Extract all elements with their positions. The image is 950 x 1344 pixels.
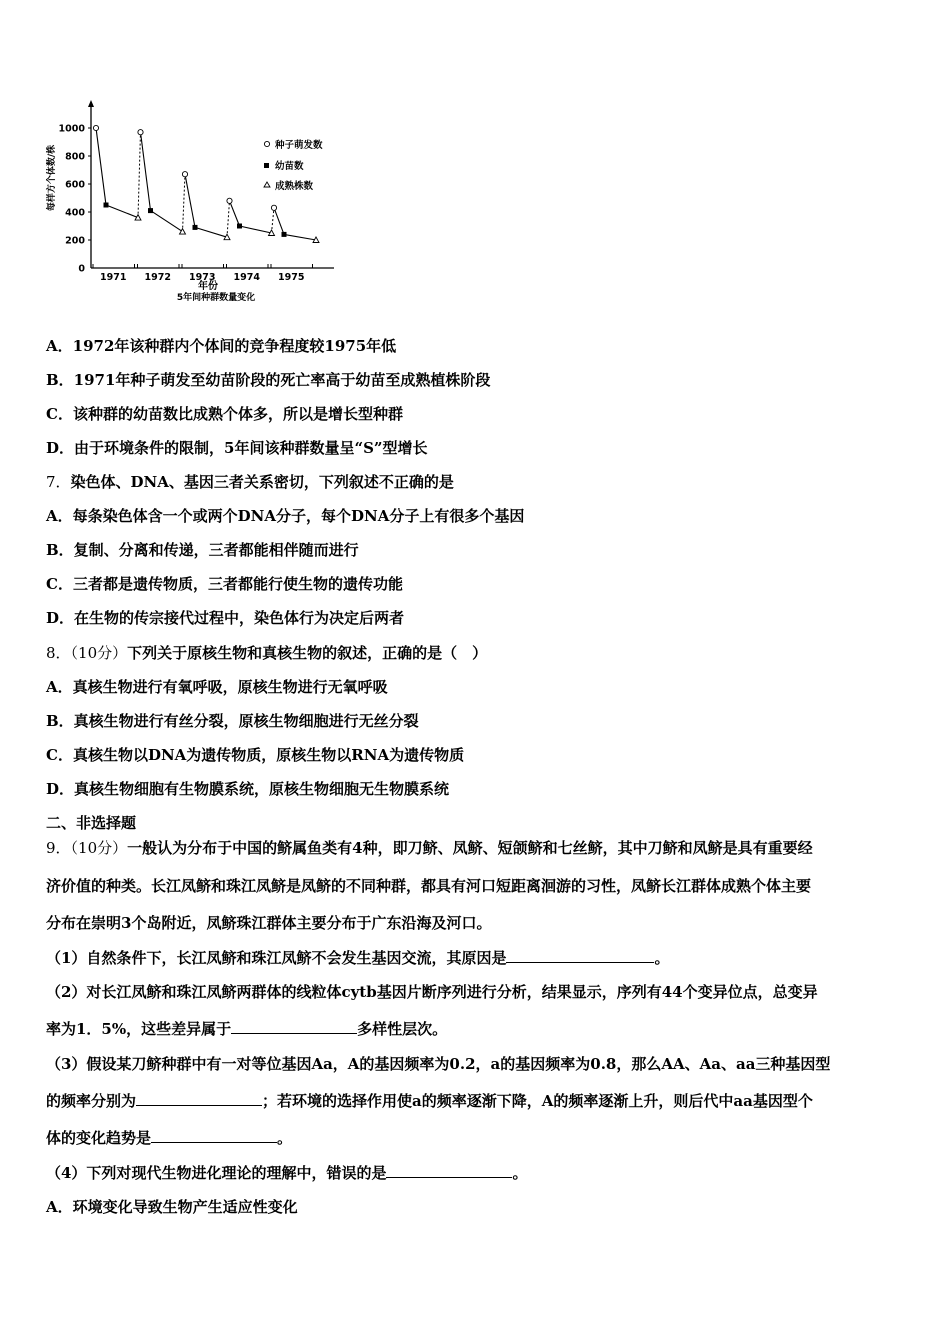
legend-circle-icon [264, 141, 269, 146]
answer-blank-4[interactable] [151, 1128, 277, 1143]
x-year-label: 1971 [100, 272, 127, 283]
population-chart-svg [44, 98, 338, 304]
legend-seedling: 幼苗数 [275, 161, 304, 172]
q9-part3c-text: 体的变化趋势是 [46, 1129, 152, 1147]
q9-part2b-end: 多样性层次。 [357, 1020, 448, 1038]
y-tick-label: 200 [65, 235, 85, 247]
q9-part3b-text: 的频率分别为 [46, 1092, 137, 1110]
seed-point [138, 130, 143, 135]
q8-option-a: A．真核生物进行有氧呼吸，原核生物进行无氧呼吸 [46, 678, 388, 696]
seed-point [271, 205, 276, 210]
legend-square-icon [264, 163, 269, 168]
answer-blank-2[interactable] [231, 1019, 357, 1034]
seedling-point [282, 232, 287, 237]
q9-line3: 分布在崇明3个岛附近，凤鲚珠江群体主要分布于广东沿海及河口。 [46, 914, 492, 932]
q6-option-d: D．由于环境条件的限制，5年间该种群数量呈“S”型增长 [46, 439, 428, 457]
q8-stem-text: 下列关于原核生物和真核生物的叙述，正确的是（ ） [127, 644, 488, 662]
q7-stem [46, 472, 454, 492]
population-chart [44, 98, 338, 304]
x-axis-label: 年份 [198, 281, 218, 292]
section-heading: 二、非选择题 [46, 814, 137, 832]
q7-option-c: C．三者都是遗传物质，三者都能行使生物的遗传功能 [46, 575, 403, 593]
seedling-point [148, 208, 153, 213]
chart-title: 5年间种群数量变化 [176, 293, 256, 303]
q8-option-b: B．真核生物进行有丝分裂，原核生物细胞进行无丝分裂 [46, 712, 419, 730]
seedling-point [104, 203, 109, 208]
y-axis-label: 每样方个体数/株 [47, 144, 57, 212]
y-tick-label: 0 [78, 263, 85, 275]
seed-point [227, 198, 232, 203]
q9-part2a: （2）对长江凤鲚和珠江凤鲚两群体的线粒体cytb基因片断序列进行分析，结果显示，序列有44个变异位点，总变异 [46, 983, 818, 1001]
q9-part1-end: 。 [654, 949, 670, 967]
q7-option-d: D．在生物的传宗接代过程中，染色体行为决定后两者 [46, 609, 405, 627]
q9-part3b-mid: ；若环境的选择作用使a的频率逐渐下降，A的频率逐渐上升，则后代中aa基因型个 [262, 1092, 813, 1110]
q9-part1-text: （1）自然条件下，长江凤鲚和珠江凤鲚不会发生基因交流，其原因是 [46, 949, 507, 967]
q9-part2b [46, 1019, 447, 1039]
q9-part4-end: 。 [512, 1164, 528, 1182]
q9-part4 [46, 1163, 527, 1183]
y-tick-label: 800 [65, 151, 85, 163]
seedling-point [193, 225, 198, 230]
y-tick-label: 400 [65, 207, 85, 219]
q9-line2: 济价值的种类。长江凤鲚和珠江凤鲚是凤鲚的不同种群，都具有河口短距离洄游的习性，凤鲚长江群体成熟个体主要 [46, 877, 812, 895]
q9-number: 9．（10分） [46, 839, 128, 857]
q9-part1 [46, 948, 669, 968]
q8-option-c: C．真核生物以DNA为遗传物质，原核生物以RNA为遗传物质 [46, 746, 465, 764]
legend-seed: 种子萌发数 [275, 140, 323, 151]
answer-blank-3[interactable] [136, 1091, 262, 1106]
q7-stem-text: 染色体、DNA、基因三者关系密切，下列叙述不正确的是 [70, 473, 454, 491]
x-year-label: 1975 [278, 272, 305, 283]
q9-line1 [46, 838, 813, 858]
q9-part4-text: （4）下列对现代生物进化理论的理解中，错误的是 [46, 1164, 387, 1182]
seed-point [182, 172, 187, 177]
q7-option-a: A．每条染色体含一个或两个DNA分子，每个DNA分子上有很多个基因 [46, 507, 525, 525]
q7-option-b: B．复制、分离和传递，三者都能相伴随而进行 [46, 541, 359, 559]
legend-mature: 成熟株数 [275, 181, 314, 192]
q9-part3b [46, 1091, 813, 1111]
x-year-label: 1973 [189, 272, 216, 283]
q6-option-b: B．1971年种子萌发至幼苗阶段的死亡率高于幼苗至成熟植株阶段 [46, 371, 491, 389]
y-tick-label: 1000 [58, 123, 85, 135]
q8-number: 8．（10分） [46, 644, 128, 662]
q9-part3a: （3）假设某刀鲚种群中有一对等位基因Aa，A的基因频率为0.2，a的基因频率为0.8，那么AA、Aa、aa三种基因型 [46, 1055, 831, 1073]
q6-option-a: A．1972年该种群内个体间的竞争程度较1975年低 [46, 337, 397, 355]
q7-number: 7． [46, 473, 71, 491]
q9-part4-option-a: A．环境变化导致生物产生适应性变化 [46, 1198, 298, 1216]
x-year-label: 1972 [144, 272, 171, 283]
answer-blank-5[interactable] [386, 1163, 512, 1178]
answer-blank-1[interactable] [506, 948, 654, 963]
q6-option-c: C．该种群的幼苗数比成熟个体多，所以是增长型种群 [46, 405, 403, 423]
q9-part2b-text: 率为1．5%，这些差异属于 [46, 1020, 232, 1038]
q9-part3c-end: 。 [277, 1129, 293, 1147]
x-year-label: 1974 [233, 272, 260, 283]
q9-part3c [46, 1128, 292, 1148]
q8-stem [46, 643, 487, 663]
y-tick-label: 600 [65, 179, 85, 191]
q9-line1-text: 一般认为分布于中国的鲚属鱼类有4种，即刀鲚、凤鲚、短颌鲚和七丝鲚，其中刀鲚和凤鲚是具有重要经 [127, 839, 813, 857]
q8-option-d: D．真核生物细胞有生物膜系统，原核生物细胞无生物膜系统 [46, 780, 450, 798]
seedling-point [237, 224, 242, 229]
seed-point [93, 125, 98, 130]
